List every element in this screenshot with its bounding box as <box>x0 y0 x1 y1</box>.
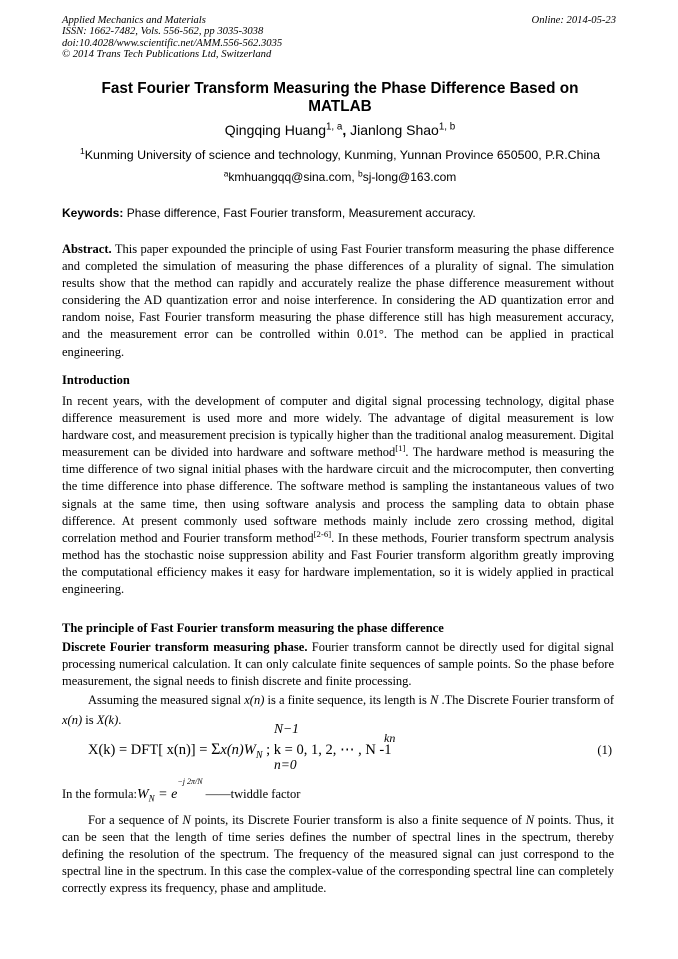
w-sub: N <box>148 793 155 804</box>
affil-marker: 1 <box>79 146 85 157</box>
var-xn: x(n) <box>244 693 265 708</box>
intro-text-1: In recent years, with the development of computer and digital signal processing technology, digital phase difference measurement is used more and more widely. The advantage of digital measurement is low hardware cost, and measurement precision is typically higher than the traditional analog measurement. Digital measurement can be divided into hardware and software method <box>62 394 614 460</box>
author-line <box>60 121 620 139</box>
sum-lower-limit: n=0 <box>274 757 297 772</box>
online-date: Online: 2014-05-23 <box>531 15 616 26</box>
sigma-symbol: Σ <box>211 741 221 758</box>
w-subscript: N <box>255 749 263 761</box>
principle-para-1 <box>62 639 614 690</box>
title-line-1: Fast Fourier Transform Measuring the Phase Difference Based on <box>101 80 579 97</box>
copyright-line: © 2014 Trans Tech Publications Ltd, Switzerland <box>62 48 272 60</box>
var-Xk: X(k) <box>96 713 119 728</box>
p2-text-c: .The Discrete Fourier transform of <box>438 693 614 708</box>
introduction-heading: Introduction <box>62 373 130 387</box>
principle-text-1: Fourier transform cannot be directly used for digital signal processing numerical calculation. It can only calculate finite sequences of sample points. So the phase before measurement, the signal needs to finish discrete and finite processing. <box>62 640 614 689</box>
exponent: −j 2π/N <box>177 777 203 786</box>
author-2-affil: 1, b <box>438 121 456 133</box>
journal-header <box>62 15 616 60</box>
ref-2-6: [2-6] <box>313 528 332 539</box>
issn-line: ISSN: 1662-7482, Vols. 556-562, pp 3035-3038 <box>62 26 264 38</box>
doi-line: doi:10.4028/www.scientific.net/AMM.556-562.3035 <box>62 37 283 49</box>
principle-para-2 <box>62 690 614 730</box>
p2-text-d: is <box>82 713 97 728</box>
final-var-N-2: N <box>525 813 535 827</box>
paper-title <box>60 80 620 116</box>
intro-text-3: . In these methods, Fourier transform spectrum analysis method has the stochastic noise suppression ability and Fast Fourier transform algorithm greatly improving the computational efficiency makes it easy for hardware implementation, so it is widely applied in practical engineering. <box>62 530 614 597</box>
var-xn-2: x(n) <box>62 713 83 728</box>
formula-suffix: ——twiddle factor <box>202 787 301 801</box>
title-line-2: MATLAB <box>308 98 372 115</box>
equation-body <box>88 741 392 761</box>
equation-1 <box>88 721 616 777</box>
principle-body <box>62 639 614 730</box>
equation-lhs: X(k) = DFT[ x(n)] = <box>88 742 212 758</box>
introduction-body <box>62 393 614 598</box>
abstract-label: Abstract. <box>62 242 112 256</box>
email-a-marker: a <box>223 168 229 179</box>
keywords-label: Keywords: <box>62 206 124 220</box>
dft-subheading: Discrete Fourier transform measuring phase. <box>62 640 308 654</box>
p2-text-e: . <box>118 713 122 728</box>
ref-1: [1] <box>395 443 406 454</box>
affil-text: Kunming University of science and technology, Kunming, Yunnan Province 650500, P.R.China <box>84 148 601 162</box>
author-separator: , <box>342 122 351 138</box>
final-var-N: N <box>182 813 191 827</box>
w-symbol: W <box>136 787 149 802</box>
p2-text-a: Assuming the measured signal <box>88 693 245 708</box>
email-b-marker: b <box>358 168 363 179</box>
final-text-a: For a sequence of <box>88 813 183 827</box>
affiliation <box>40 148 640 163</box>
final-paragraph <box>62 812 614 897</box>
intro-text-2: . The hardware method is measuring the time difference of two signal initial phases with the hardware circuit and the microcomputer, then converting the time difference into phase difference. The software method is sampling the instantaneous values of two signals at the same time, then using software analysis and process the sampling data to obtain phase difference. At present commonly used software methods mainly include zero crossing method, digital correlation method and Fourier transform method <box>62 445 614 545</box>
abstract-text: This paper expounded the principle of using Fast Fourier transform measuring the phase difference and completed the simulation of measuring the phase differences of a plurality of signal. The simulation results show that the method can rapidly and accurately realize the phase difference measurement without considering the AD quantization error and noise interference. In considering the AD quantization error and random noise, Fast Fourier transform measuring the phase difference still has high measurement accuracy, and the measurement error can be controlled within 0.01°. The method can be applied in practical engineering. <box>62 242 614 359</box>
journal-name: Applied Mechanics and Materials <box>62 15 206 26</box>
keywords-text: Phase difference, Fast Fourier transform, Measurement accuracy. <box>123 206 476 220</box>
w-superscript: kn <box>384 731 396 745</box>
email-line <box>60 170 620 185</box>
sum-upper-limit: N−1 <box>274 721 299 736</box>
abstract <box>62 241 614 361</box>
final-text-b: points, its Discrete Fourier transform is also a finite sequence of <box>190 813 526 827</box>
p2-text-b: is a finite sequence, its length is <box>264 693 430 708</box>
keywords <box>62 206 616 221</box>
var-N: N <box>430 693 439 708</box>
equation-term: x(n)W <box>220 742 256 758</box>
author-2: Jianlong Shao <box>350 122 439 138</box>
email-a: kmhuangqq@sina.com, <box>228 170 359 184</box>
author-1: Qingqing Huang <box>224 122 326 138</box>
equation-rhs: ; k = 0, 1, 2, ⋯ , N -1 <box>262 742 392 758</box>
formula-prefix: In the formula: <box>62 787 137 801</box>
formula-eq: = e <box>154 787 178 802</box>
equation-number: (1) <box>597 743 612 757</box>
email-b: sj-long@163.com <box>362 170 457 184</box>
final-text-c: points. Thus, it can be seen that the length of time series defines the number of spectral lines in the spectrum, thereby defining the resolution of the spectrum. The frequency of the measured signal can just correspond to the spectral line in the spectrum. In this case the complex-value of the corresponding spectral line can completely correctly express its frequency, phase and amplitude. <box>62 813 615 896</box>
principle-heading: The principle of Fast Fourier transform measuring the phase difference <box>62 621 444 635</box>
author-1-affil: 1, a <box>325 121 343 133</box>
